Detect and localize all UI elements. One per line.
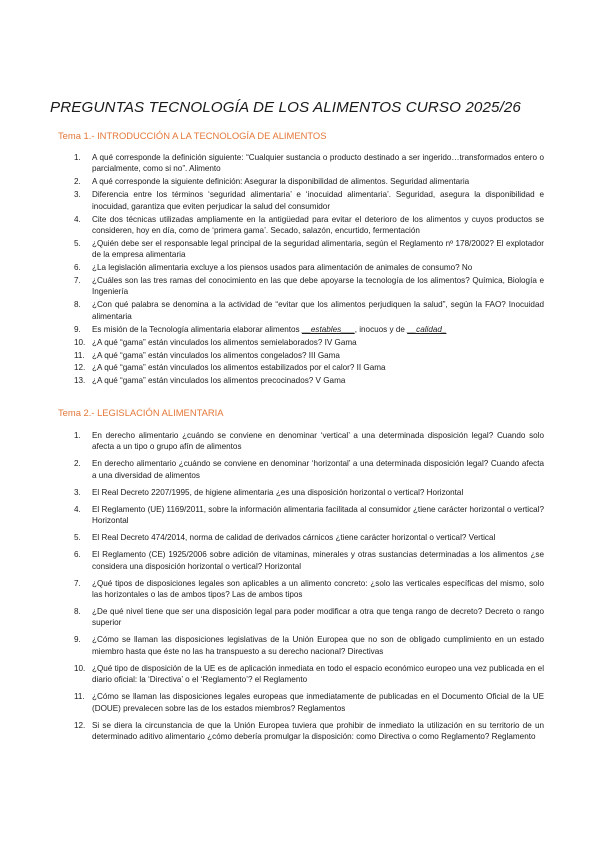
question-text: ¿Quién debe ser el responsable legal principal de la seguridad alimentaria, según el Reglamento nº 178/2002? El explotador de la empresa alimentaria <box>92 238 544 260</box>
question-number: 1. <box>74 431 81 440</box>
question-item <box>0 176 544 187</box>
question-number: 1. <box>74 153 81 162</box>
question-text: El Real Decreto 2207/1995, de higiene alimentaria ¿es una disposición horizontal o vertical? Horizontal <box>92 487 464 497</box>
question-text: ¿A qué “gama” están vinculados los alimentos precocinados? V Gama <box>92 376 346 386</box>
question-number: 12. <box>74 720 86 730</box>
question-item <box>0 362 544 373</box>
question-text: ¿Cómo se llaman las disposiciones legislativas de la Unión Europea que no son de obligado cumplimiento en un estado miembro hasta que éste no las ha transpuesto a su derecho nacional? Directivas <box>92 635 544 656</box>
question-number: 3. <box>74 190 81 200</box>
question-item <box>0 214 544 237</box>
question-number: 11. <box>74 350 85 360</box>
question-item <box>0 532 544 543</box>
section-heading-tema-1: Tema 1.- INTRODUCCIÓN A LA TECNOLOGÍA DE ALIMENTOS <box>58 130 327 141</box>
question-number: 4. <box>74 214 81 224</box>
question-item <box>0 634 544 657</box>
question-number: 8. <box>74 300 81 310</box>
question-item <box>0 350 544 361</box>
document-title: PREGUNTAS TECNOLOGÍA DE LOS ALIMENTOS CURSO 2025/26 <box>50 99 521 116</box>
question-text: ¿A qué “gama” están vinculados los alimentos congelados? III Gama <box>92 350 340 360</box>
question-item <box>0 238 544 261</box>
question-item <box>0 375 544 386</box>
question-number: 2. <box>74 177 81 187</box>
question-text: Si se diera la circunstancia de que la Unión Europea tuviera que prohibir de inmediato la utilización en su territorio de un determinado aditivo alimentario ¿cómo debería promulgar la disposición: como Directiva o como Reglamento? Reglamento <box>92 720 544 742</box>
question-text: El Reglamento (UE) 1169/2011, sobre la información alimentaria facilitada al consumidor ¿tiene carácter horizontal o vertical? Horizontal <box>92 504 544 526</box>
question-number: 12. <box>74 363 86 373</box>
question-item <box>0 720 544 743</box>
question-text: ¿Qué tipos de disposiciones legales son aplicables a un alimento concreto: ¿solo las verticales específicas del mismo, solo las horizontales o las de ambos tipos? Las de ambos tipos <box>92 578 544 600</box>
question-number: 11. <box>74 692 85 702</box>
question-item <box>0 299 544 322</box>
question-text: , inocuos y de <box>354 324 408 334</box>
question-text: ¿Qué tipo de disposición de la UE es de aplicación inmediata en todo el espacio económico europeo una vez publicada en el diario oficial: la ‘Directiva’ o el ‘Reglamento’? el Reglamento <box>92 663 544 685</box>
question-number: 5. <box>74 238 81 248</box>
question-number: 10. <box>74 663 86 673</box>
question-text: Es misión de la Tecnología alimentaria elaborar alimentos <box>92 324 302 334</box>
question-number: 9. <box>74 324 81 334</box>
question-text: ¿Cómo se llaman las disposiciones legales europeas que inmediatamente de publicadas en el Documento Oficial de la UE (DOUE) prevalecen sobre las de los estados miembros? Reglamentos <box>92 692 544 713</box>
question-item <box>0 663 544 686</box>
question-number: 13. <box>74 376 86 386</box>
question-number: 4. <box>74 504 81 514</box>
question-item <box>0 504 544 527</box>
question-item <box>0 606 544 629</box>
question-item <box>0 691 544 714</box>
question-number: 6. <box>74 550 81 560</box>
question-text: ¿Cuáles son las tres ramas del conocimiento en las que debe apoyarse la tecnología de los alimentos? Química, Biología e Ingeniería <box>92 276 544 297</box>
question-text: ¿Con qué palabra se denomina a la actividad de “evitar que los alimentos perjudiquen la salud”, según la FAO? Inocuidad alimentaria <box>92 300 544 321</box>
question-item <box>0 275 544 298</box>
question-list-tema-2 <box>0 430 544 748</box>
question-number: 7. <box>74 276 81 286</box>
question-list-tema-1 <box>0 152 544 388</box>
question-text: ¿La legislación alimentaria excluye a los piensos usados para alimentación de animales de consumo? No <box>92 263 473 273</box>
question-text: El Real Decreto 474/2014, norma de calidad de derivados cárnicos ¿tiene carácter horizontal o vertical? Vertical <box>92 533 496 543</box>
question-number: 5. <box>74 533 81 543</box>
question-text: En derecho alimentario ¿cuándo se conviene en denominar ‘vertical’ a una determinada disposición legal? Cuando solo afecta a un tipo o grupo afín de alimentos <box>92 431 544 452</box>
fill-in-answer: __calidad_ <box>407 324 447 334</box>
question-text: A qué corresponde la definición siguiente: “Cualquier sustancia o producto destinado a ser ingerido…transformados entero o parcialmente, como si no”. Alimento <box>92 153 544 174</box>
question-text: ¿A qué “gama” están vinculados los alimentos semielaborados? IV Gama <box>92 337 357 347</box>
question-text: El Reglamento (CE) 1925/2006 sobre adición de vitaminas, minerales y otras sustancias determinadas a los alimentos ¿se considera una disposición horizontal o vertical? Horizontal <box>92 550 544 571</box>
question-number: 7. <box>74 578 81 588</box>
question-item <box>0 324 544 335</box>
question-number: 2. <box>74 459 81 469</box>
question-text: ¿De qué nivel tiene que ser una disposición legal para poder modificar a otra que tenga rango de decreto? Decreto o rango superior <box>92 607 544 628</box>
question-item <box>0 262 544 273</box>
question-number: 9. <box>74 635 81 645</box>
question-text: En derecho alimentario ¿cuándo se conviene en denominar ‘horizontal’ a una determinada disposición legal? Cuando afecta a una diversidad de alimentos <box>92 459 544 480</box>
question-text: A qué corresponde la siguiente definición: Asegurar la disponibilidad de alimentos. Seguridad alimentaria <box>92 177 470 187</box>
question-text: ¿A qué “gama” están vinculados los alimentos estabilizados por el calor? II Gama <box>92 363 386 373</box>
question-item <box>0 578 544 601</box>
question-item <box>0 487 544 498</box>
question-number: 6. <box>74 263 81 273</box>
fill-in-answer: __estables___ <box>301 324 355 334</box>
question-item <box>0 458 544 481</box>
question-number: 8. <box>74 607 81 617</box>
question-item <box>0 430 544 453</box>
question-item <box>0 549 544 572</box>
question-item <box>0 337 544 348</box>
question-number: 3. <box>74 487 81 497</box>
question-text: Cite dos técnicas utilizadas ampliamente en la antigüedad para evitar el deterioro de los alimentos y cuyos productos se consideren, hoy en día, como de ‘primera gama’. Secado, salazón, encurtido, fermentación <box>92 214 544 235</box>
question-item <box>0 152 544 175</box>
question-item <box>0 189 544 212</box>
question-number: 10. <box>74 337 86 347</box>
question-text: Diferencia entre los términos ‘seguridad alimentaria’ e ‘inocuidad alimentaria’. Seguridad, asegura la disponibilidad e inocuidad, garantiza que eviten perjudicar la salud del consumidor <box>92 190 544 211</box>
section-heading-tema-2: Tema 2.- LEGISLACIÓN ALIMENTARIA <box>58 407 224 418</box>
